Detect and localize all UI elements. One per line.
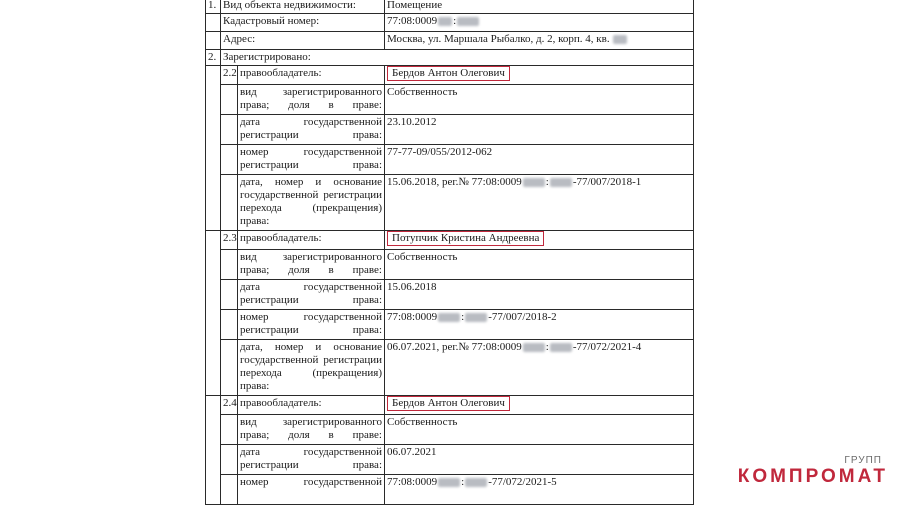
field-label: Зарегистрировано: bbox=[221, 50, 694, 66]
row-reg-date bbox=[206, 115, 694, 145]
redaction-blur bbox=[457, 17, 479, 26]
section-number: 2.3 bbox=[221, 231, 238, 250]
field-label: дата государственной регистрации права: bbox=[238, 115, 385, 145]
field-value: Собственность bbox=[385, 85, 694, 115]
redaction-blur bbox=[550, 343, 572, 352]
field-value: Помещение bbox=[385, 0, 694, 14]
field-label: вид зарегистрированного права; доля в праве: bbox=[238, 250, 385, 280]
row-object-type bbox=[206, 0, 694, 14]
row-reg-number bbox=[206, 145, 694, 175]
row-transfer-basis bbox=[206, 340, 694, 396]
field-label: дата государственной регистрации права: bbox=[238, 280, 385, 310]
field-value: 15.06.2018, рег.№ 77:08:0009 : -77/007/2018-1 bbox=[385, 175, 694, 231]
row-address bbox=[206, 32, 694, 50]
field-value: 77:08:0009 : bbox=[385, 14, 694, 32]
row-number: 2. bbox=[206, 50, 221, 66]
row-right-kind bbox=[206, 415, 694, 445]
row-holder bbox=[206, 66, 694, 85]
watermark-logo bbox=[737, 455, 888, 488]
field-label: дата государственной регистрации права: bbox=[238, 445, 385, 475]
field-value: Москва, ул. Маршала Рыбалко, д. 2, корп. 4, кв. bbox=[385, 32, 694, 50]
field-label: номер государственной регистрации права: bbox=[238, 310, 385, 340]
row-right-kind bbox=[206, 250, 694, 280]
row-transfer-basis bbox=[206, 175, 694, 231]
holder-name-highlight: Бердов Антон Олегович bbox=[387, 66, 510, 81]
redaction-blur bbox=[438, 17, 452, 26]
field-label: правообладатель: bbox=[238, 396, 385, 415]
row-cadastral bbox=[206, 14, 694, 32]
holder-name-highlight: Бердов Антон Олегович bbox=[387, 396, 510, 411]
row-reg-number bbox=[206, 310, 694, 340]
watermark-sub: ГРУПП bbox=[844, 455, 882, 466]
field-value: Собственность bbox=[385, 250, 694, 280]
field-label: Кадастровый номер: bbox=[221, 14, 385, 32]
field-value: 77:08:0009 : -77/007/2018-2 bbox=[385, 310, 694, 340]
field-value: 15.06.2018 bbox=[385, 280, 694, 310]
field-label: Адрес: bbox=[221, 32, 385, 50]
field-label: дата, номер и основание государственной регистрации перехода (прекращения) права: bbox=[238, 340, 385, 396]
row-holder bbox=[206, 396, 694, 415]
field-label: номер государственной регистрации права: bbox=[238, 145, 385, 175]
field-label: вид зарегистрированного права; доля в праве: bbox=[238, 85, 385, 115]
field-value: 77:08:0009 : -77/072/2021-5 bbox=[385, 475, 694, 505]
row-reg-date bbox=[206, 280, 694, 310]
field-value: 06.07.2021, рег.№ 77:08:0009 : -77/072/2021-4 bbox=[385, 340, 694, 396]
redaction-blur bbox=[438, 478, 460, 487]
field-label: правообладатель: bbox=[238, 66, 385, 85]
section-number: 2.2 bbox=[221, 66, 238, 85]
field-label: дата, номер и основание государственной регистрации перехода (прекращения) права: bbox=[238, 175, 385, 231]
row-reg-number bbox=[206, 475, 694, 505]
redaction-blur bbox=[465, 313, 487, 322]
row-number: 1. bbox=[206, 0, 221, 14]
redaction-blur bbox=[550, 178, 572, 187]
redaction-blur bbox=[438, 313, 460, 322]
section-number: 2.4 bbox=[221, 396, 238, 415]
field-label: Вид объекта недвижимости: bbox=[221, 0, 385, 14]
row-holder bbox=[206, 231, 694, 250]
field-value: 23.10.2012 bbox=[385, 115, 694, 145]
field-label: правообладатель: bbox=[238, 231, 385, 250]
watermark-main: КОМПРОМАТ bbox=[737, 466, 888, 487]
field-label: номер государственной bbox=[238, 475, 385, 505]
field-label: вид зарегистрированного права; доля в праве: bbox=[238, 415, 385, 445]
field-value: Собственность bbox=[385, 415, 694, 445]
redaction-blur bbox=[523, 178, 545, 187]
field-value: 77-77-09/055/2012-062 bbox=[385, 145, 694, 175]
redaction-blur bbox=[613, 35, 627, 44]
row-reg-date bbox=[206, 445, 694, 475]
redaction-blur bbox=[465, 478, 487, 487]
row-right-kind bbox=[206, 85, 694, 115]
redaction-blur bbox=[523, 343, 545, 352]
holder-name-highlight: Потупчик Кристина Андреевна bbox=[387, 231, 544, 246]
row-registered bbox=[206, 50, 694, 66]
field-value: 06.07.2021 bbox=[385, 445, 694, 475]
extract-document bbox=[205, 0, 693, 505]
property-rights-table bbox=[205, 0, 694, 505]
